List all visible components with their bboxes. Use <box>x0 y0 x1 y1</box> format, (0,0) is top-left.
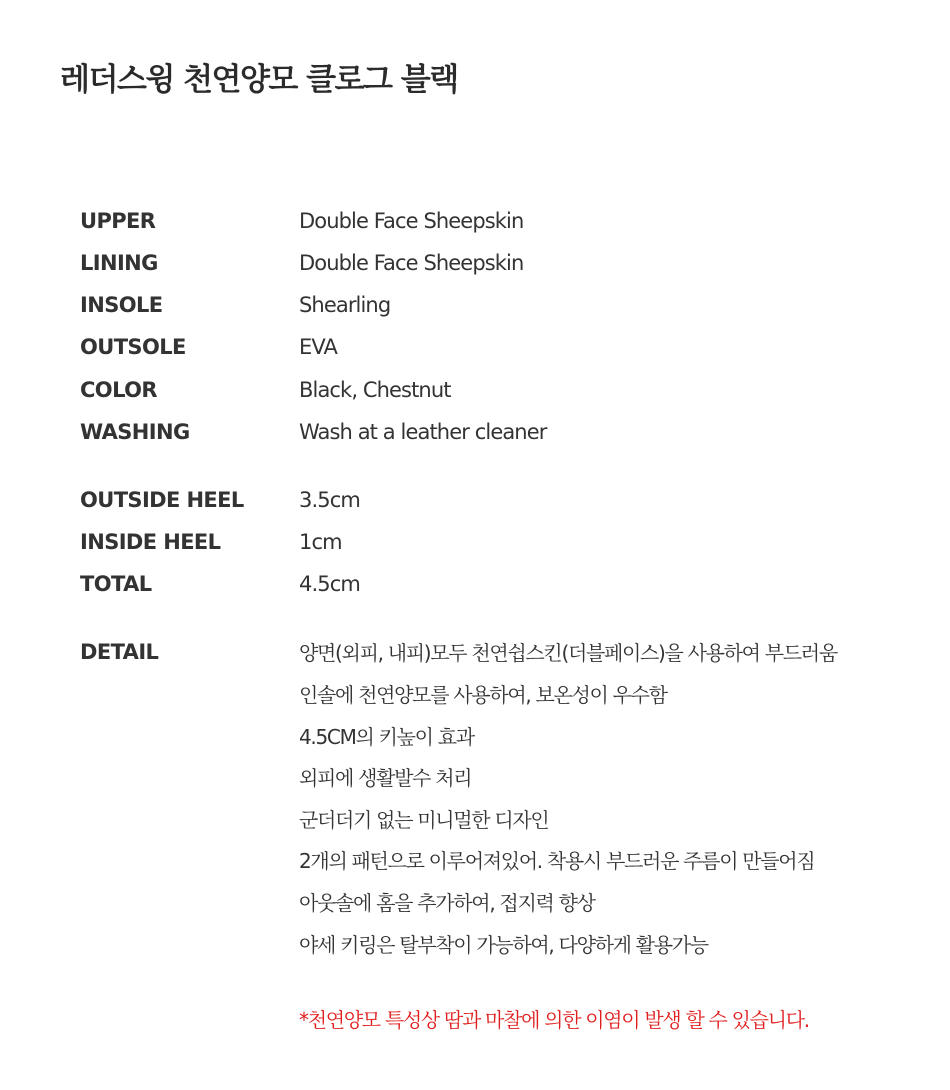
spec-value: Black, Chestnut <box>299 378 451 402</box>
spec-label: DETAIL <box>80 640 159 664</box>
spec-label: WASHING <box>80 420 190 444</box>
spec-value: 4.5cm <box>299 572 360 596</box>
spec-label: LINING <box>80 251 158 275</box>
spec-value: Double Face Sheepskin <box>299 251 524 275</box>
spec-value: 3.5cm <box>299 488 360 512</box>
detail-line: 양면(외피, 내피)모두 천연쉽스킨(더블페이스)을 사용하여 부드러움 <box>299 641 837 665</box>
spec-value: EVA <box>299 335 337 359</box>
spec-label: INSOLE <box>80 293 163 317</box>
spec-value: Wash at a leather cleaner <box>299 420 547 444</box>
detail-line: 4.5CM의 키높이 효과 <box>299 725 474 749</box>
spec-value: Shearling <box>299 293 391 317</box>
detail-line: 2개의 패턴으로 이루어져있어. 착용시 부드러운 주름이 만들어짐 <box>299 849 815 873</box>
spec-label: OUTSOLE <box>80 335 186 359</box>
detail-line: 군더더기 없는 미니멀한 디자인 <box>299 808 549 832</box>
product-title: 레더스윙 천연양모 클로그 블랙 <box>60 62 458 98</box>
detail-line: 인솔에 천연양모를 사용하여, 보온성이 우수함 <box>299 683 667 707</box>
detail-line: 야세 키링은 탈부착이 가능하여, 다양하게 활용가능 <box>299 933 708 957</box>
spec-label: INSIDE HEEL <box>80 530 221 554</box>
spec-label: UPPER <box>80 209 156 233</box>
detail-line: 외피에 생활발수 처리 <box>299 766 472 790</box>
spec-value: 1cm <box>299 530 342 554</box>
spec-label: COLOR <box>80 378 157 402</box>
spec-label: OUTSIDE HEEL <box>80 488 244 512</box>
spec-label: TOTAL <box>80 572 152 596</box>
dye-transfer-notice: *천연양모 특성상 땀과 마찰에 의한 이염이 발생 할 수 있습니다. <box>299 1008 809 1032</box>
detail-line: 아웃솔에 홈을 추가하여, 접지력 향상 <box>299 891 595 915</box>
spec-value: Double Face Sheepskin <box>299 209 524 233</box>
